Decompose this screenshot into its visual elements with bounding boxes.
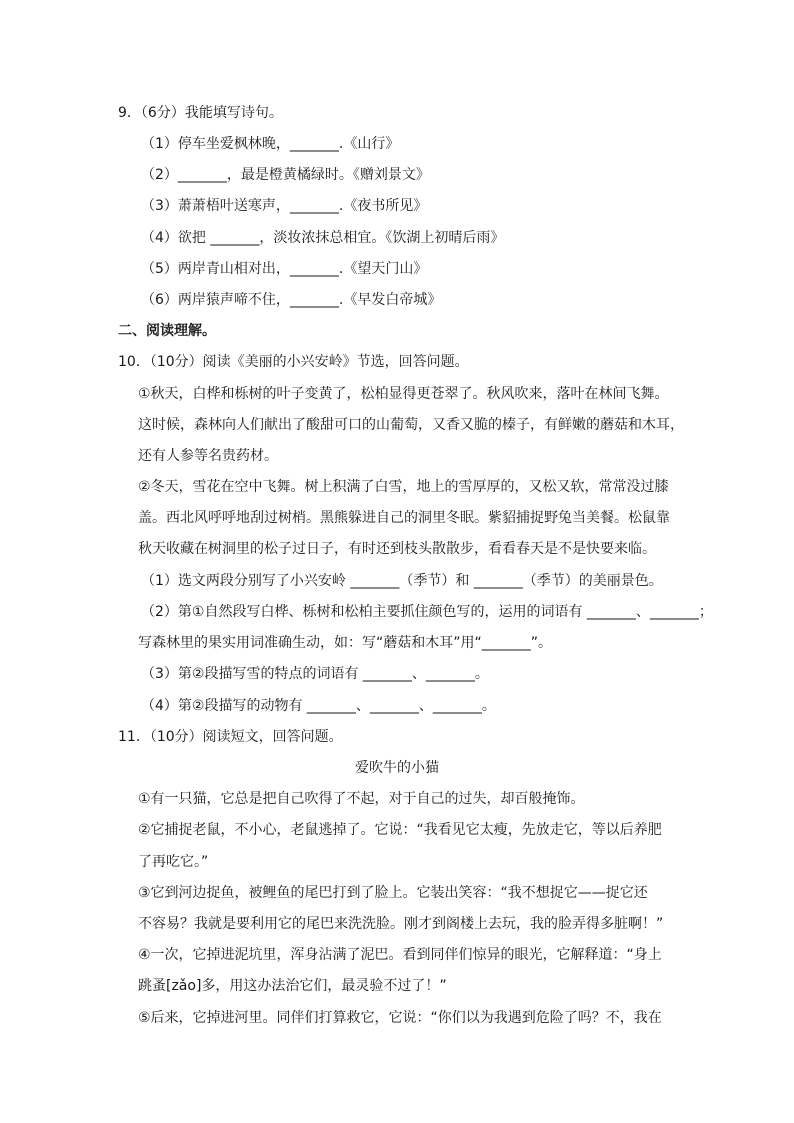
q10-passage-line: ①秋天，白桦和栎树的叶子变黄了，松柏显得更苍翠了。秋风吹来，落叶在林间飞舞。 [138,386,669,402]
q11-header: 11．（10分）阅读短文，回答问题。 [118,729,343,745]
q10-question-2: （2）第①自然段写白桦、栎树和松柏主要抓住颜色写的，运用的词语有 _______、_______； [141,604,713,620]
q9-line-4: （4）欲把 _______，淡妆浓抹总相宜。《饮湖上初晴后雨》 [141,230,505,246]
q10-passage-line: 秋天收藏在树洞里的松子过日子，有时还到枝头散散步，看看春天是不是快要来临。 [138,541,656,557]
q9-header: 9．（6分）我能填写诗句。 [118,105,283,121]
q10-passage-line: 盖。西北风呼呼地刮过树梢。黑熊躲进自己的洞里冬眠。紫貂捕捉野兔当美餐。松鼠靠 [138,510,670,526]
q10-question-4: （4）第②段描写的动物有 _______、_______、_______。 [141,698,496,714]
q9-line-2: （2）_______，最是橙黄橘绿时。《赠刘景文》 [141,167,430,183]
q10-passage-line: ②冬天，雪花在空中飞舞。树上积满了白雪，地上的雪厚厚的，又松又软，常常没过膝 [138,479,669,495]
q10-question-1: （1）选文两段分别写了小兴安岭 _______（季节）和 _______（季节）的美丽景色。 [141,573,663,589]
q9-line-1: （1）停车坐爱枫林晚，_______.《山行》 [141,136,400,152]
q11-story-title: 爱吹牛的小猫 [355,760,439,776]
section-2-title: 二、阅读理解。 [118,323,216,339]
q10-question-2-cont: 写森林里的果实用词准确生动，如：写“蘑菇和木耳”用“_______”。 [138,635,553,651]
q9-line-3: （3）萧萧梧叶送寒声，_______.《夜书所见》 [141,198,428,214]
q10-header: 10．（10分）阅读《美丽的小兴安岭》节选，回答问题。 [118,354,469,370]
q11-passage-line: ③它到河边捉鱼，被鲤鱼的尾巴打到了脸上。它装出笑容：“我不想捉它——捉它还 [138,885,648,901]
q11-passage-line: ①有一只猫，它总是把自己吹得了不起，对于自己的过失，却百般掩饰。 [138,791,585,807]
q10-passage-line: 还有人参等名贵药材。 [138,448,278,464]
q10-passage-line: 这时候，森林向人们献出了酸甜可口的山葡萄，又香又脆的榛子，有鲜嫩的蘑菇和木耳， [138,417,684,433]
q11-passage-line: ⑤后来，它掉进河里。同伴们打算救它，它说：“你们以为我遇到危险了吗？不，我在 [138,1010,662,1026]
q9-line-5: （5）两岸青山相对出，_______.《望天门山》 [141,261,428,277]
q11-passage-line: 跳蚤[zǎo]多，用这办法治它们，最灵验不过了！” [138,978,447,994]
q10-question-3: （3）第②段描写雪的特点的词语有 _______、_______。 [141,666,489,682]
q11-passage-line: 了再吃它。” [138,854,209,870]
q11-passage-line: ②它捕捉老鼠，不小心，老鼠逃掉了。它说：“我看见它太瘦，先放走它，等以后养肥 [138,822,662,838]
q11-passage-line: 不容易？我就是要利用它的尾巴来洗洗脸。刚才到阁楼上去玩，我的脸弄得多脏啊！” [138,916,664,932]
q11-passage-line: ④一次，它掉进泥坑里，浑身沾满了泥巴。看到同伴们惊异的眼光，它解释道：“身上 [138,947,662,963]
q9-line-6: （6）两岸猿声啼不住，_______.《早发白帝城》 [141,292,442,308]
